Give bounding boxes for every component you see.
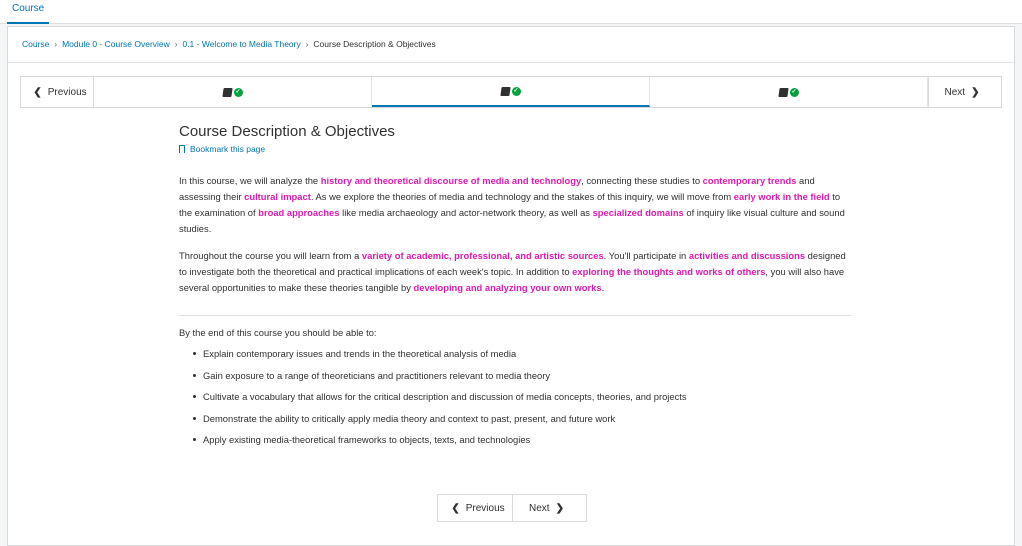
check-icon: ✓ [513, 87, 519, 94]
tab-course[interactable]: Course [7, 0, 49, 24]
unit-tab-2[interactable] [372, 77, 650, 107]
breadcrumb [22, 39, 436, 49]
breadcrumb-course[interactable]: Course [22, 39, 50, 49]
chevron-left-icon: ❮ [451, 502, 460, 514]
body-text: , connecting these studies to [581, 175, 703, 186]
description-paragraph-2 [179, 248, 847, 296]
book-icon [778, 88, 788, 97]
unit-content [179, 123, 847, 456]
highlighted-phrase: activities and discussions [688, 250, 806, 261]
sequence-navigation [20, 76, 1002, 108]
objective-item: Apply existing media-theoretical frameworks to objects, texts, and technologies [203, 434, 847, 445]
description-paragraph-1 [179, 173, 847, 237]
body-text: . As we explore the theories of media and technology and the stakes of this inquiry, we will move from [310, 191, 734, 202]
objectives-list [179, 348, 847, 445]
bottom-next-label: Next [529, 502, 550, 514]
body-text: of inquiry like visual culture and sound studies. [179, 207, 845, 234]
objective-item: Gain exposure to a range of theoreticians and practitioners relevant to media theory [203, 370, 847, 381]
objectives-intro: By the end of this course you should be able to: [179, 327, 377, 338]
body-text: , you will also have several opportunities to make these theories tangible by [179, 266, 845, 293]
check-icon: ✓ [235, 88, 241, 95]
highlighted-phrase: history and theoretical discourse of media and technology [320, 175, 582, 186]
breadcrumb-separator: › [54, 40, 58, 49]
unit-tab-3[interactable] [650, 77, 928, 107]
body-text: In this course, we will analyze the [179, 175, 321, 186]
highlighted-phrase: variety of academic, professional, and artistic sources [361, 250, 604, 261]
breadcrumb-separator: › [174, 40, 178, 49]
chevron-right-icon: ❯ [555, 502, 564, 514]
chevron-right-icon: ❯ [971, 86, 980, 98]
body-text: . You'll participate in [603, 250, 689, 261]
breadcrumb-current: Course Description & Objectives [313, 39, 436, 49]
next-button[interactable] [928, 77, 1001, 107]
bookmark-icon [179, 145, 185, 153]
bottom-previous-label: Previous [465, 502, 505, 514]
highlighted-phrase: developing and analyzing your own works [413, 282, 602, 293]
body-text: like media archaeology and actor-network theory, as well as [339, 207, 593, 218]
unit-tab-1[interactable] [94, 77, 372, 107]
page-title: Course Description & Objectives [179, 123, 395, 140]
body-text: . [601, 282, 605, 293]
breadcrumb-module[interactable]: Module 0 - Course Overview [62, 39, 170, 49]
book-icon [222, 88, 232, 97]
objective-item: Explain contemporary issues and trends in the theoretical analysis of media [203, 348, 847, 359]
highlighted-phrase: exploring the thoughts and works of others [572, 266, 766, 277]
check-icon: ✓ [791, 88, 797, 95]
highlighted-phrase: contemporary trends [702, 175, 797, 186]
body-text: and assessing their [179, 175, 815, 202]
highlighted-phrase: early work in the field [733, 191, 830, 202]
bottom-navigation [437, 494, 587, 522]
previous-button[interactable] [21, 77, 94, 107]
section-divider [179, 315, 851, 316]
highlighted-phrase: broad approaches [258, 207, 340, 218]
book-icon [500, 87, 510, 96]
bottom-next-button[interactable] [513, 495, 586, 521]
bottom-previous-button[interactable] [438, 495, 513, 521]
body-text: designed to investigate both the theoretical and practical implications of each week's topic. In addition to [179, 250, 846, 277]
highlighted-phrase: cultural impact [244, 191, 311, 202]
bookmark-label: Bookmark this page [190, 144, 266, 154]
body-text: to the examination of [179, 191, 841, 218]
highlighted-phrase: specialized domains [592, 207, 684, 218]
breadcrumb-divider [8, 62, 1014, 63]
next-label: Next [944, 86, 966, 98]
breadcrumb-separator: › [305, 40, 309, 49]
course-content-card [7, 26, 1015, 546]
previous-label: Previous [47, 86, 87, 98]
body-text: Throughout the course you will learn from a [179, 250, 362, 261]
bookmark-button[interactable] [179, 144, 847, 154]
breadcrumb-section[interactable]: 0.1 - Welcome to Media Theory [182, 39, 301, 49]
objective-item: Demonstrate the ability to critically apply media theory and context to past, present, and future work [203, 413, 847, 424]
chevron-left-icon: ❮ [33, 86, 42, 98]
objective-item: Cultivate a vocabulary that allows for the critical description and discussion of media concepts, theories, and projects [203, 391, 847, 402]
course-top-nav [0, 0, 1022, 24]
